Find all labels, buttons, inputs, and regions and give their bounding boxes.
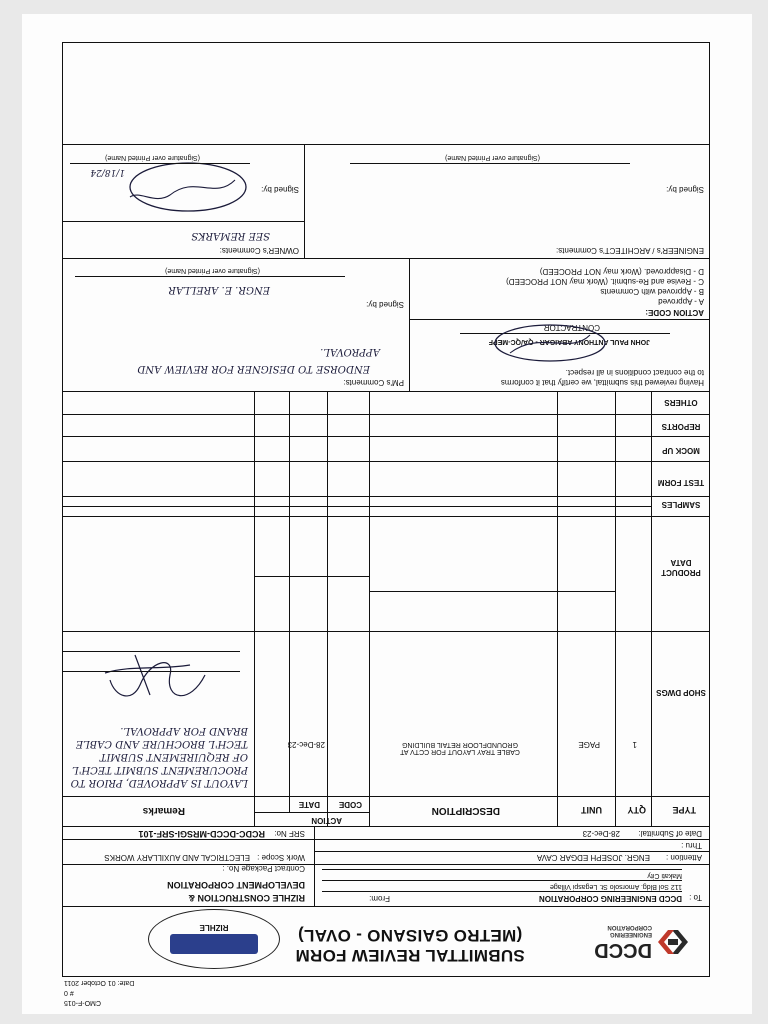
srf-label: SRF No:: [274, 829, 305, 838]
entry-unit: PAGE: [578, 740, 600, 749]
col-date: DATE: [298, 800, 320, 809]
form-meta: [64, 977, 134, 1007]
form-code: CMO-F-015: [64, 999, 101, 1006]
srf-value: RCDC-DCCD-MRSGI-SRF-101: [138, 829, 265, 839]
dccd-logo: DCCD ENGINEERING CORPORATION: [570, 919, 690, 963]
certify-line2: to the contract conditions in all respect.: [565, 368, 704, 377]
entry-date: 28-Dec-23: [287, 740, 325, 749]
contractor-name: JOHN PAUL ANTHONY ABAIGAR - QA/QC-MEPF: [488, 338, 650, 345]
attention-value: ENGR. JOSEPH EDGAR CAVA: [536, 853, 650, 862]
contractor-signature-scribble: [490, 320, 610, 365]
col-code: CODE: [338, 800, 362, 809]
col-description: DESCRIPTION: [431, 805, 500, 816]
owner-comment-handwritten: SEE REMARKS: [191, 230, 270, 241]
pm-comment-handwritten-2: APPROVAL.: [320, 346, 380, 357]
workscope-value: ELECTRICAL AND AUXILLARY WORKS: [104, 853, 250, 862]
attention-label: Attention :: [665, 853, 702, 862]
contractor-role: CONTRACTOR: [543, 323, 600, 332]
pm-comment-handwritten: ENDORSE TO DESIGNER FOR REVIEW AND: [137, 363, 370, 374]
date-submittal-value: 28-Dec-23: [582, 829, 620, 838]
form-rev: # 0: [64, 989, 74, 996]
to-company: DCCD ENGINEERING CORPORATION: [539, 894, 682, 903]
row-label-reports: REPORTS: [661, 422, 701, 431]
form-date: Date: 01 October 2011: [64, 979, 135, 986]
engineer-sig-caption: (Signature over Printed Name): [445, 154, 540, 161]
row-label-shop-dwgs: SHOP DWGS: [656, 688, 706, 697]
contract-package-label: Contract Package No. :: [222, 864, 305, 873]
to-label: To :: [689, 893, 702, 902]
owner-signature-scribble: [120, 155, 250, 215]
workscope-label: Work Scope :: [257, 853, 305, 862]
pm-comments-label: PM's Comments:: [343, 378, 404, 387]
page-title: SUBMITTAL REVIEW FORM (METRO GAISANO - OVAL): [295, 926, 525, 965]
from-label: From:: [369, 894, 390, 903]
col-qty: QTY: [627, 805, 646, 815]
row-label-mock-up: MOCK UP: [662, 446, 700, 455]
row-label-samples: SAMPLES: [661, 500, 701, 509]
row-label-test-form: TEST FORM: [657, 478, 705, 487]
certify-line1: Having reviewed this submittal, we certify that it conforms: [500, 378, 704, 387]
thru-label: Thru :: [681, 841, 702, 850]
col-unit: UNIT: [581, 805, 602, 815]
scanned-sheet: [22, 14, 752, 1014]
to-address-line2: Makati City: [647, 872, 682, 879]
entry-qty: 1: [632, 740, 637, 749]
to-address-line1: 112 Sol Bldg. Amorsolo St. Legaspi Village: [549, 883, 682, 890]
pm-signature: ENGR. E. ARELLAR: [168, 284, 270, 295]
submittal-review-form: [62, 42, 710, 1006]
pm-signed-label: Signed by:: [366, 300, 404, 309]
owner-comments-label: OWNER's Comments:: [219, 246, 299, 255]
row-label-others: OTHERS: [664, 398, 698, 407]
owner-signature-date: 1/18/24: [90, 167, 125, 177]
col-remarks: Remarks: [142, 805, 185, 816]
date-submittal-label: Date of Submittal:: [638, 829, 702, 838]
engineer-signed-label: Signed by:: [666, 185, 704, 194]
dccd-logo-mark-icon: [656, 925, 690, 959]
action-code-list: A - Approved B - Approved with Comments C - Revise and Re-submit. (Work may NOT PROCEED) D - Disapproved. (Work may NOT PROCEED): [506, 267, 704, 306]
col-type: TYPE: [672, 805, 696, 815]
owner-signed-label: Signed by:: [261, 185, 299, 194]
entry-remarks-handwritten: LAYOUT IS APPROVED, PRIOR TO PROCUREMENT SUBMIT TECH'L OF REQUIREMENT SUBMIT TECH'L BROCHURE AND CABLE BRAND FOR APPROVAL.: [70, 725, 248, 788]
entry-description: CABLE TRAY LAYOUT FOR CCTV AT GROUNDFLOOR RETAIL BUILDING: [400, 741, 520, 755]
col-action: ACTION: [311, 816, 342, 825]
action-code-label: ACTION CODE:: [645, 308, 704, 317]
engineer-comments-label: ENGINEER's / ARCHITECT's Comments:: [556, 246, 704, 255]
pm-sig-caption: (Signature over Printed Name): [165, 267, 260, 274]
from-company-line1: RIZHLE CONSTRUCTION &: [188, 893, 305, 903]
row-label-product-data: PRODUCT DATA: [661, 558, 701, 577]
rizhle-logo: RIZHLE: [148, 909, 280, 969]
from-company-line2: DEVELOPMENT CORPORATION: [167, 880, 305, 890]
owner-sig-caption: (Signature over Printed Name): [105, 154, 200, 161]
reviewer-signature-scribble: [100, 645, 210, 715]
